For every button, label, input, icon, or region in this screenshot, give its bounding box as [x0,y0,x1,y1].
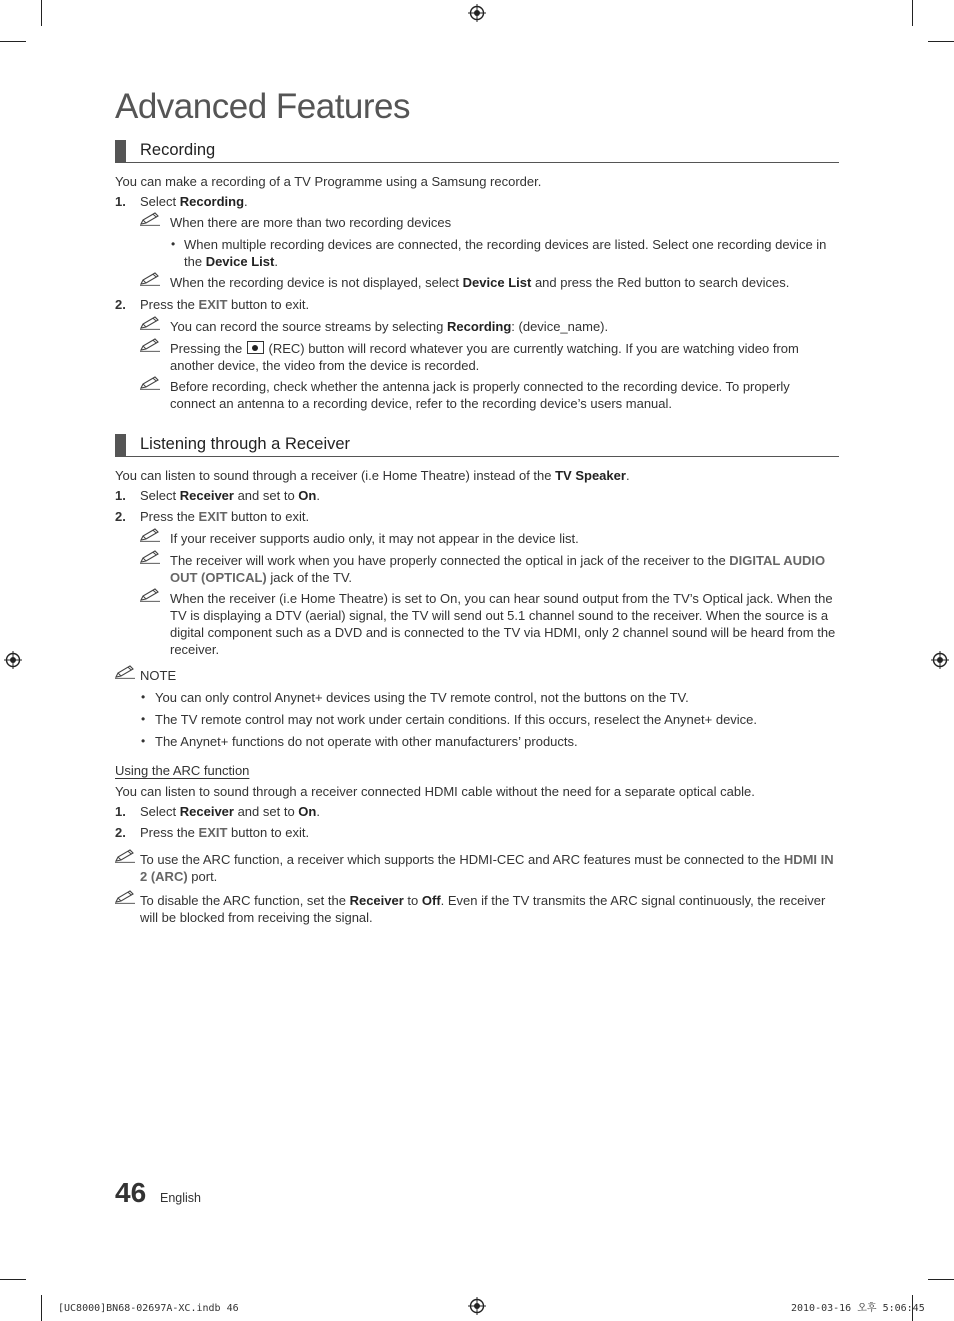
step-number: 1. [115,194,126,209]
note-label: NOTE [140,668,177,683]
crop-mark [912,0,913,26]
rec-button-icon [247,341,264,354]
receiver-intro: You can listen to sound through a receiver (i.e Home Theatre) instead of the TV Speaker. [115,468,630,483]
crop-mark [41,0,42,26]
arc-note-1: To use the ARC function, a receiver which supports the HDMI-CEC and ARC features must be connected to the HDMI IN 2 (ARC) port. [140,852,834,884]
registration-mark-icon [468,4,486,22]
section-heading-label: Listening through a Receiver [140,435,351,453]
crop-mark [928,41,954,42]
bullet: • [141,690,146,704]
print-footer-file: [UC8000]BN68-02697A-XC.indb 46 [58,1303,239,1314]
step-number: 1. [115,488,126,503]
registration-mark-icon [931,651,949,669]
heading-bar [115,140,126,162]
print-footer-timestamp: 2010-03-16 오후 5:06:45 [791,1303,925,1314]
receiver-step-2: Press the EXIT button to exit. [140,509,310,524]
heading-bar [115,434,126,456]
note-item: The Anynet+ functions do not operate with other manufacturers’ products. [155,734,578,749]
arc-subheading: Using the ARC function [115,763,250,778]
note-item: The TV remote control may not work under certain conditions. If this occurs, reselect the Anynet+ device. [155,712,758,727]
section-heading-receiver [115,434,839,457]
recording-intro: You can make a recording of a TV Programme using a Samsung recorder. [115,174,542,189]
note-item: You can only control Anynet+ devices using the TV remote control, not the buttons on the TV. [155,690,689,705]
step-number: 2. [115,297,126,312]
crop-mark [41,1295,42,1321]
crop-mark [0,1279,26,1280]
note-pencil-icon [115,890,135,904]
note-pencil-icon [140,550,160,564]
crop-mark [0,41,26,42]
page-language: English [160,1191,201,1205]
arc-intro: You can listen to sound through a receiver connected HDMI cable without the need for a separate optical cable. [115,784,755,799]
step-number: 2. [115,509,126,524]
recording-note-2: When the recording device is not displayed, select Device List and press the Red button to search devices. [170,275,790,290]
bullet: • [141,712,146,726]
recording-step-1: Select Recording. [140,194,248,209]
arc-note-2: To disable the ARC function, set the Receiver to Off. Even if the TV transmits the ARC signal continuously, the receiver will be blocked from receiving the signal. [140,893,826,925]
note-pencil-icon [140,272,160,286]
arc-step-1: Select Receiver and set to On. [140,804,320,819]
bullet: • [171,237,176,251]
arc-step-2: Press the EXIT button to exit. [140,825,310,840]
recording-step-2: Press the EXIT button to exit. [140,297,310,312]
crop-mark [928,1279,954,1280]
note-pencil-icon [140,316,160,330]
section-heading-label: Recording [140,141,216,159]
receiver-note-2: The receiver will work when you have properly connected the optical in jack of the receiver to the DIGITAL AUDIO OUT (OPTICAL) jack of the TV. [170,553,826,585]
note-pencil-icon [140,212,160,226]
step-number: 1. [115,804,126,819]
page-title: Advanced Features [115,87,411,126]
note-pencil-icon [115,849,135,863]
receiver-step-1: Select Receiver and set to On. [140,488,320,503]
recording-bullet-1: When multiple recording devices are connected, the recording devices are listed. Select one recording device in the Device List. [184,237,827,269]
bullet: • [141,734,146,748]
page-number: 46 [115,1177,147,1208]
receiver-note-1: If your receiver supports audio only, it may not appear in the device list. [170,531,579,546]
note-pencil-icon [115,665,135,679]
note-pencil-icon [140,588,160,602]
receiver-note-3: When the receiver (i.e Home Theatre) is set to On, you can hear sound output from the TV’s Optical jack. When the TV is displaying a DTV (aerial) signal, the TV will send out 5.1 channel sound to the receiver. When the source is a digital component such as a DVD and is connected to the TV via HDMI, only 2 channel sound will be heard from the receiver. [170,591,836,657]
note-pencil-icon [140,528,160,542]
recording-note-4: Pressing the (REC) button will record whatever you are currently watching. If you are watching video from another device, the video from the device is recorded. [170,341,799,373]
note-pencil-icon [140,338,160,352]
note-pencil-icon [140,376,160,390]
section-heading-recording [115,140,839,163]
recording-note-5: Before recording, check whether the antenna jack is properly connected to the recording device. To properly connect an antenna to a recording device, refer to the recording device’s users manual. [170,379,790,411]
recording-note-1: When there are more than two recording devices [170,215,452,230]
registration-mark-icon [4,651,22,669]
step-number: 2. [115,825,126,840]
registration-mark-icon [468,1297,486,1315]
recording-note-3: You can record the source streams by selecting Recording: (device_name). [170,319,609,334]
